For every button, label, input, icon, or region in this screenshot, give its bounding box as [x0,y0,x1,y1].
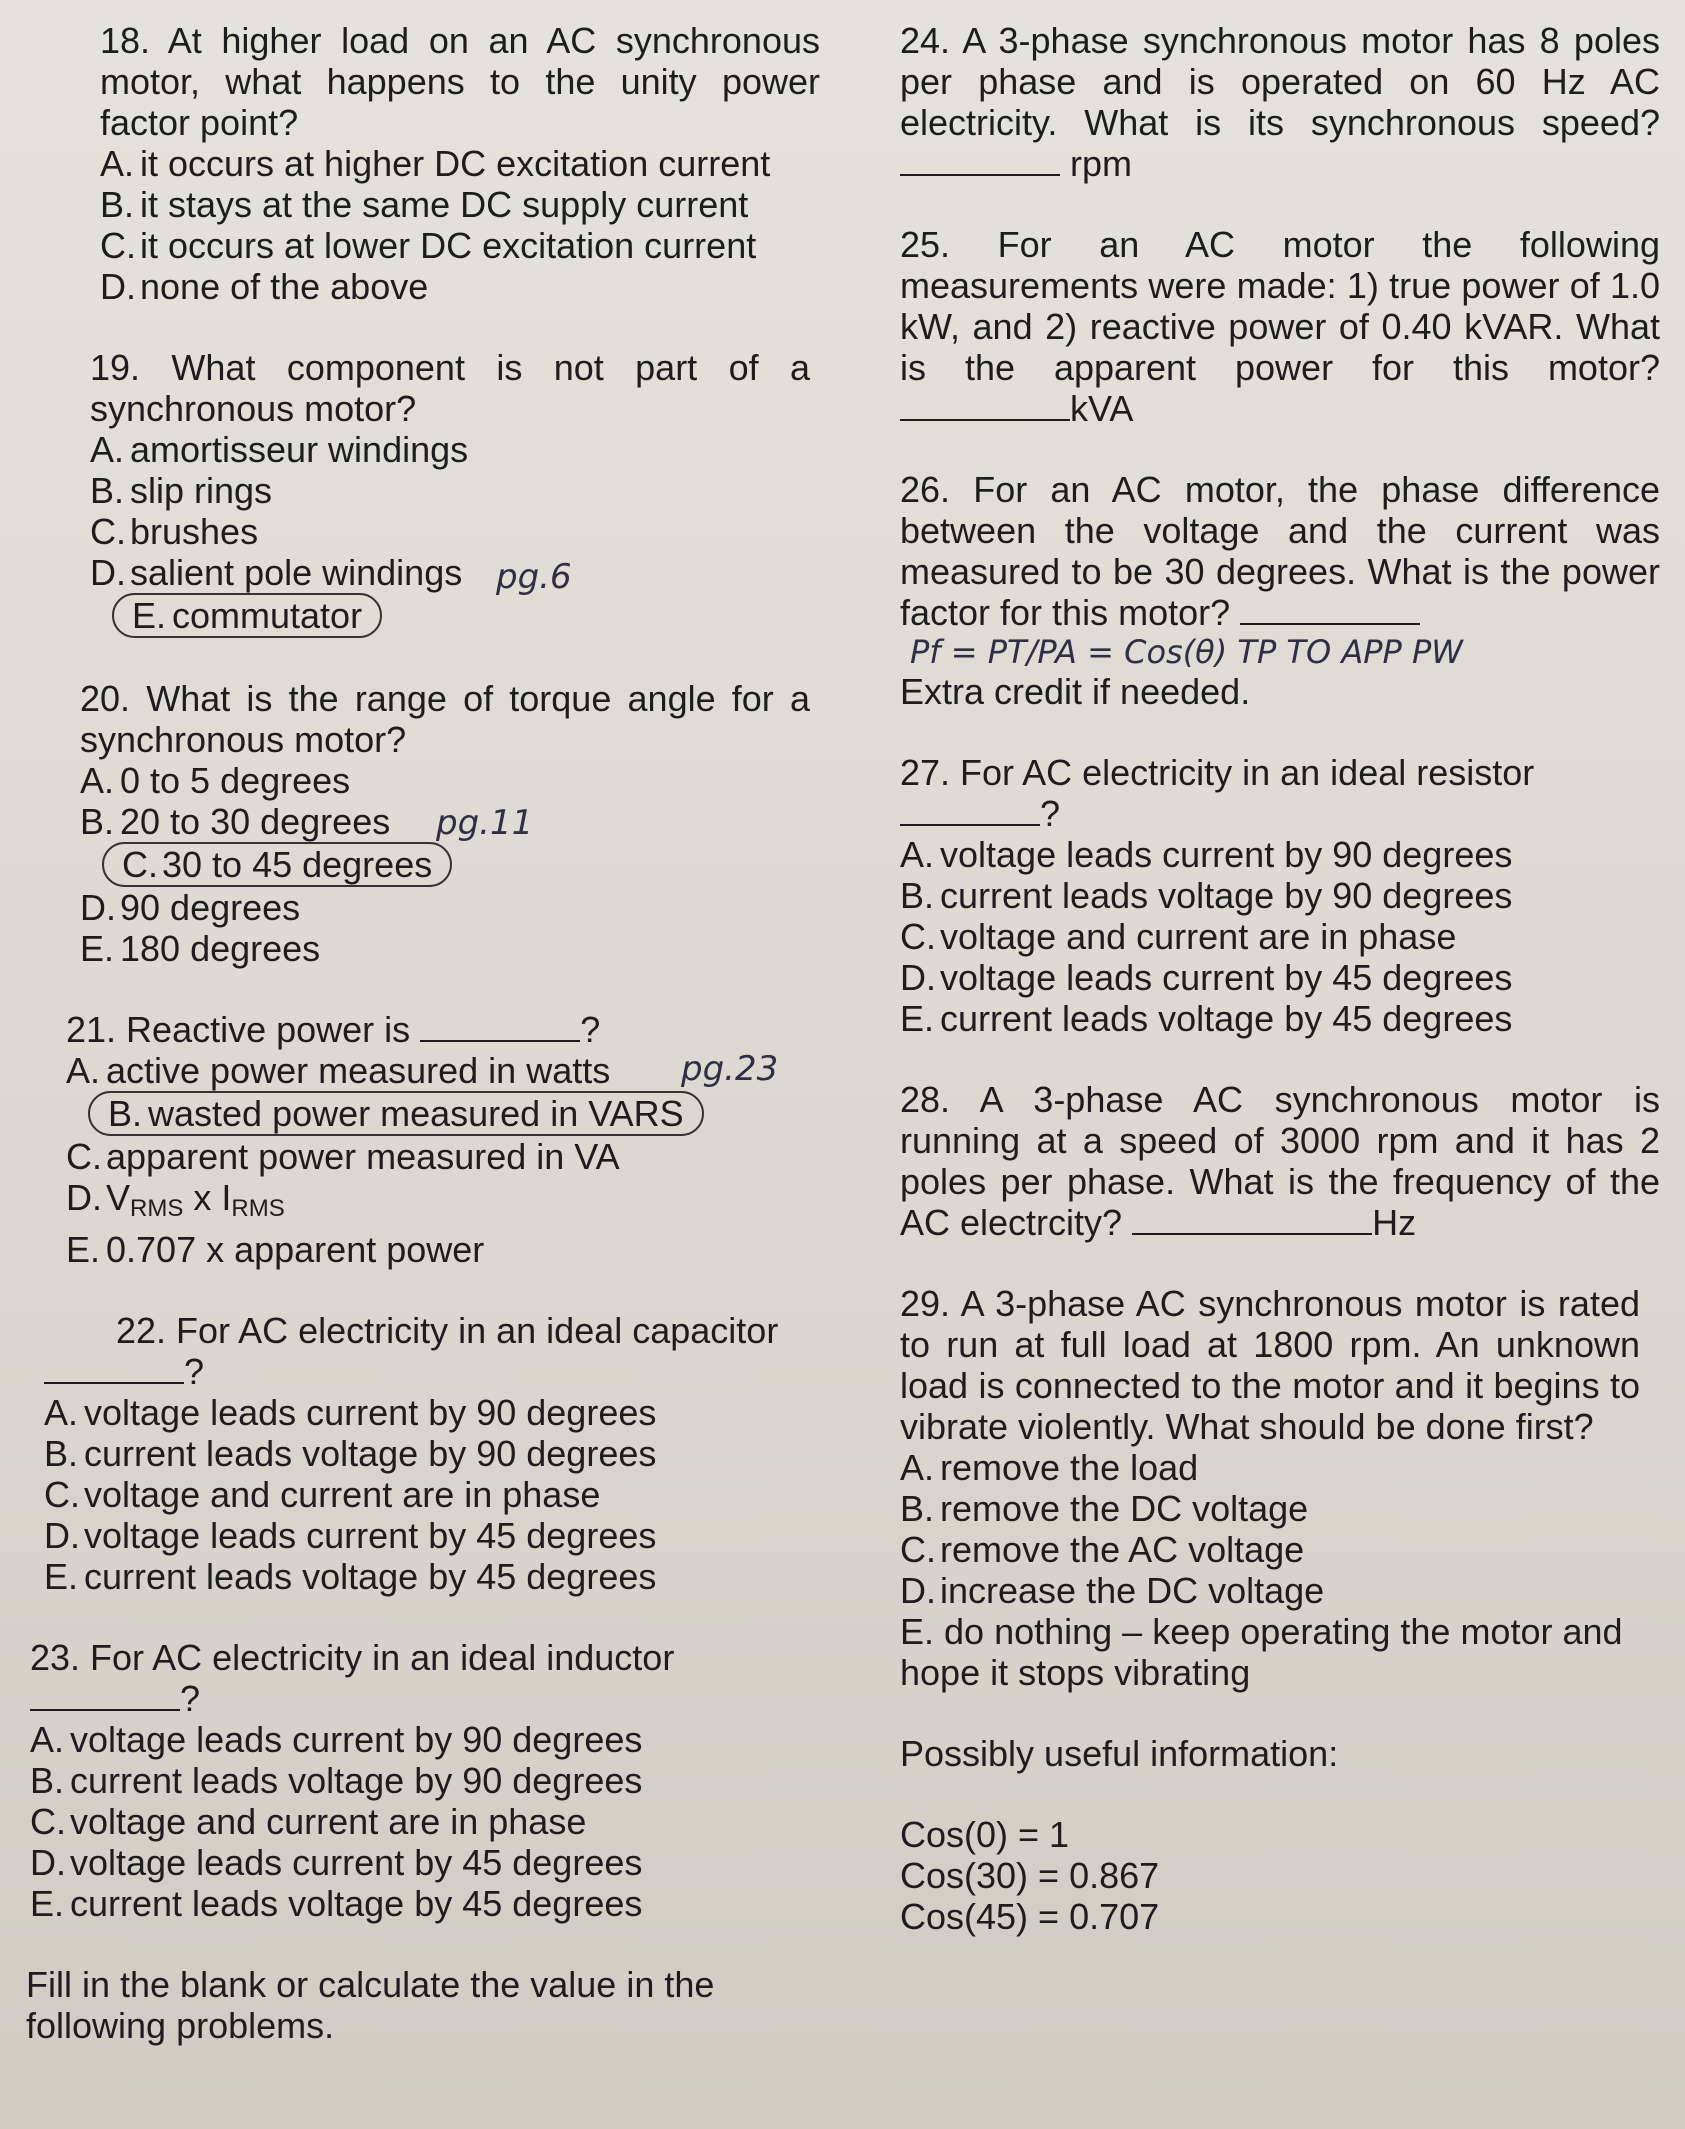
option-e-selected[interactable] [90,593,810,638]
question-stem: 28. A 3-phase AC synchronous motor is running at a speed of 3000 rpm and it has 2 poles per phase. What is the frequency of the AC electrcity? [900,1079,1660,1243]
option-d[interactable]: D. salient pole windings [90,552,463,593]
option-b[interactable]: B. slip rings [90,470,273,511]
question-stem: 29. A 3-phase AC synchronous motor is rated to run at full load at 1800 rpm. An unknown load is connected to the motor and it begins to vibrate violently. What should be done first? [900,1283,1640,1447]
option-a[interactable]: A. voltage leads current by 90 degrees [30,1719,643,1760]
question-28 [900,1079,1660,1243]
option-e[interactable]: E. current leads voltage by 45 degrees [900,998,1513,1039]
answer-blank[interactable] [420,1010,580,1042]
option-a[interactable]: A. 0 to 5 degrees [80,760,351,801]
question-22: 22. For AC electricity in an ideal capacitor ? A. voltage leads current by 90 degrees B. current leads voltage by 90 degrees C. voltage and current are in phase D. voltage leads current by 45 degrees E. current leads voltage by 45 degrees [26,1310,804,1597]
option-c[interactable]: C. apparent power measured in VA [66,1136,620,1177]
question-24 [900,20,1660,184]
info-heading: Possibly useful information: [900,1733,1339,1774]
cos-45-value: Cos(45) = 0.707 [900,1896,1160,1937]
option-d[interactable]: D. 90 degrees [80,887,301,928]
question-20 [26,678,810,969]
option-c[interactable]: C. brushes [90,511,259,552]
option-d[interactable]: D. none of the above [100,266,429,307]
option-b[interactable]: B. 20 to 30 degrees [80,801,391,842]
option-c[interactable]: C. remove the AC voltage [900,1529,1305,1570]
option-b[interactable]: B. current leads voltage by 90 degrees [30,1760,643,1801]
question-23: 23. For AC electricity in an ideal inductor ? A. voltage leads current by 90 degrees B. current leads voltage by 90 degrees C. voltage and current are in phase D. voltage leads current by 45 degrees E. current leads voltage by 45 degrees [26,1637,800,1924]
option-a[interactable]: A. remove the load [900,1447,1199,1488]
question-stem: 24. A 3-phase synchronous motor has 8 poles per phase and is operated on 60 Hz AC electricity. What is its synchronous speed? [900,20,1660,143]
option-c[interactable]: C. voltage and current are in phase [44,1474,601,1515]
answer-blank[interactable] [44,1352,184,1384]
option-a[interactable]: A. active power measured in watts [66,1050,611,1091]
handwritten-note: pg.6 [496,557,572,597]
question-29 [900,1283,1640,1693]
option-a[interactable]: A. it occurs at higher DC excitation current [100,143,771,184]
answer-blank[interactable] [900,144,1060,176]
option-a[interactable]: A. voltage leads current by 90 degrees [900,834,1513,875]
question-stem: 26. For an AC motor, the phase difference between the voltage and the current was measured to be 30 degrees. What is the power factor for this motor? [900,469,1660,633]
answer-blank[interactable] [1240,593,1420,625]
cos-0-value: Cos(0) = 1 [900,1814,1070,1855]
handwritten-note: pg.23 [681,1049,779,1089]
option-e[interactable]: E. current leads voltage by 45 degrees [44,1556,657,1597]
answer-blank[interactable] [1132,1203,1372,1235]
option-d[interactable]: D. voltage leads current by 45 degrees [30,1842,643,1883]
option-c[interactable]: C. it occurs at lower DC excitation current [100,225,757,266]
answer-blank[interactable] [900,389,1070,421]
option-b-selected[interactable] [66,1091,806,1136]
answer-blank[interactable] [30,1679,180,1711]
answer-circle: E. commutator [112,593,382,638]
question-stem: 23. For AC electricity in an ideal inductor [30,1637,675,1678]
option-d[interactable]: D. increase the DC voltage [900,1570,1325,1611]
option-d[interactable]: D. $V_{RMS}$ x $I_{RMS}$ [66,1177,285,1222]
question-stem: 22. For AC electricity in an ideal capacitor [116,1310,779,1351]
answer-blank[interactable] [900,794,1040,826]
unit-label: kVA [1070,388,1134,429]
option-a[interactable]: A. voltage leads current by 90 degrees [44,1392,657,1433]
question-stem: 18. At higher load on an AC synchronous motor, what happens to the unity power factor point? [100,20,820,143]
left-column [26,20,820,2046]
question-27: 27. For AC electricity in an ideal resistor ? A. voltage leads current by 90 degrees B. current leads voltage by 90 degrees C. voltage and current are in phase D. voltage leads current by 45 degrees E. current leads voltage by 45 degrees [900,752,1660,1039]
instructions-footer: Fill in the blank or calculate the value in the following problems. [26,1964,715,2046]
option-c-selected[interactable] [80,842,810,887]
handwritten-formula: Pf = PT/PA = Cos(θ) TP TO APP PW [910,633,1463,671]
option-e[interactable]: E. 180 degrees [80,928,321,969]
question-stem: 19. What component is not part of a synchronous motor? [90,347,810,429]
question-stem: 21. Reactive power is ? [66,1009,601,1050]
option-c[interactable]: C. voltage and current are in phase [900,916,1457,957]
question-21 [26,1009,806,1270]
option-b[interactable]: B. remove the DC voltage [900,1488,1309,1529]
question-26 [900,469,1660,712]
option-b[interactable]: B. current leads voltage by 90 degrees [44,1433,657,1474]
question-19 [26,347,810,638]
answer-circle: C. 30 to 45 degrees [102,842,452,887]
option-b[interactable]: B. current leads voltage by 90 degrees [900,875,1513,916]
extra-credit-note: Extra credit if needed. [900,671,1251,712]
option-d[interactable]: D. voltage leads current by 45 degrees [900,957,1513,998]
unit-label: rpm [1070,143,1133,184]
question-stem: 20. What is the range of torque angle for a synchronous motor? [80,678,810,760]
option-b[interactable]: B. it stays at the same DC supply current [100,184,749,225]
option-d[interactable]: D. voltage leads current by 45 degrees [44,1515,657,1556]
option-c[interactable]: C. voltage and current are in phase [30,1801,587,1842]
right-column [900,20,1660,1937]
question-stem: 27. For AC electricity in an ideal resistor [900,752,1535,793]
handwritten-note: pg.11 [436,803,534,843]
answer-circle: B. wasted power measured in VARS [88,1091,704,1136]
cos-30-value: Cos(30) = 0.867 [900,1855,1160,1896]
unit-label: Hz [1372,1202,1417,1243]
option-e[interactable]: E. current leads voltage by 45 degrees [30,1883,643,1924]
option-a[interactable]: A. amortisseur windings [90,429,469,470]
question-18 [26,20,820,307]
question-25 [900,224,1660,429]
question-stem: 25. For an AC motor the following measurements were made: 1) true power of 1.0 kW, and 2) reactive power of 0.40 kVAR. What is the apparent power for this motor? [900,224,1660,388]
option-e[interactable]: E. 0.707 x apparent power [66,1229,485,1270]
useful-information [900,1733,1660,1937]
option-e[interactable]: E. do nothing – keep operating the motor and hope it stops vibrating [900,1611,1623,1693]
